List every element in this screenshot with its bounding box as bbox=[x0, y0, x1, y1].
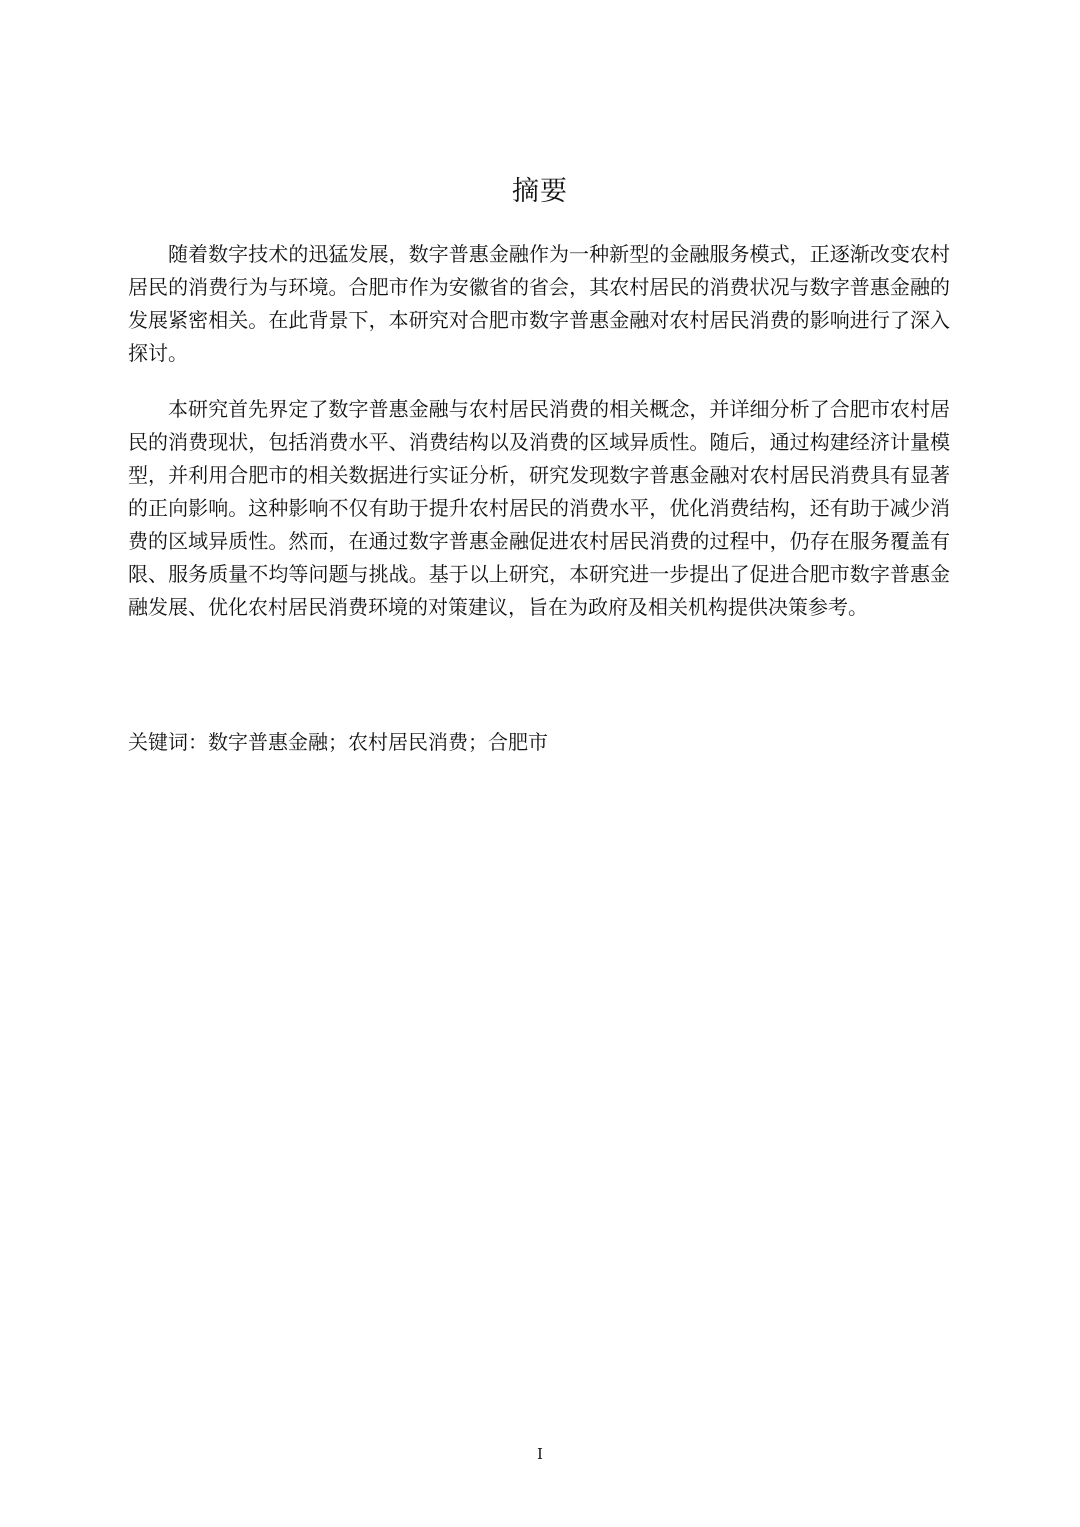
abstract-paragraph-2: 本研究首先界定了数字普惠金融与农村居民消费的相关概念，并详细分析了合肥市农村居民的消费现状，包括消费水平、消费结构以及消费的区域异质性。随后，通过构建经济计量模型，并利用合肥市的相关数据进行实证分析，研究发现数字普惠金融对农村居民消费具有显著的正向影响。这种影响不仅有助于提升农村居民的消费水平，优化消费结构，还有助于减少消费的区域异质性。然而，在通过数字普惠金融促进农村居民消费的过程中，仍存在服务覆盖有限、服务质量不均等问题与挑战。基于以上研究，本研究进一步提出了促进合肥市数字普惠金融发展、优化农村居民消费环境的对策建议，旨在为政府及相关机构提供决策参考。 bbox=[128, 397, 950, 619]
keywords-text: 数字普惠金融；农村居民消费；合肥市 bbox=[208, 730, 548, 754]
abstract-paragraph-1: 随着数字技术的迅猛发展，数字普惠金融作为一种新型的金融服务模式，正逐渐改变农村居民的消费行为与环境。合肥市作为安徽省的省会，其农村居民的消费状况与数字普惠金融的发展紧密相关。在此背景下，本研究对合肥市数字普惠金融对农村居民消费的影响进行了深入探讨。 bbox=[128, 242, 950, 365]
keywords-line bbox=[128, 726, 950, 759]
keywords-label: 关键词： bbox=[128, 730, 208, 754]
abstract-title: 摘要 bbox=[512, 176, 568, 207]
page-number: I bbox=[537, 1445, 543, 1463]
